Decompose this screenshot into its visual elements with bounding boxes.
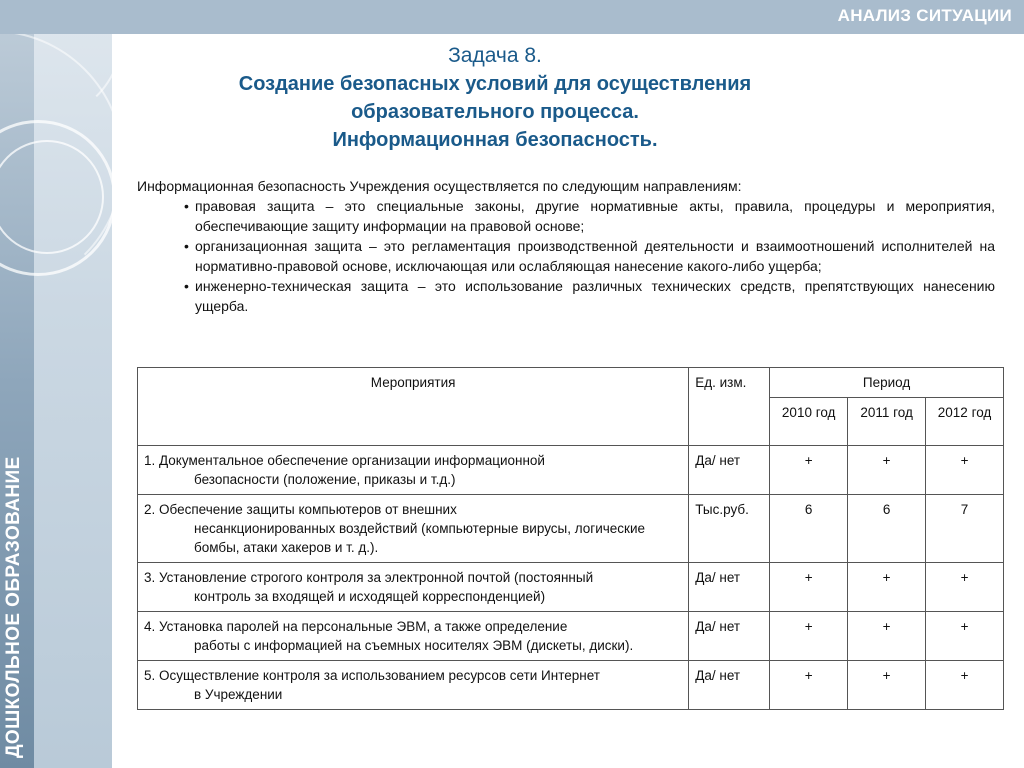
unit-cell: Да/ нет: [689, 563, 770, 612]
event-text: 1. Документальное обеспечение организации информационной: [144, 453, 545, 468]
measures-table: [137, 367, 1004, 710]
top-header-bar: [0, 0, 1024, 34]
table-row: [138, 495, 1004, 563]
value-2012: 7: [926, 495, 1004, 563]
section-title: АНАЛИЗ СИТУАЦИИ: [837, 6, 1012, 25]
event-text-cont: несанкционированных воздействий (компьютерные вирусы, логические бомбы, атаки хакеров и т. д.).: [194, 521, 646, 555]
event-text: 3. Установление строгого контроля за электронной почтой (постоянный: [144, 570, 594, 585]
event-text: 4. Установка паролей на персональные ЭВМ, а также определение: [144, 619, 568, 634]
title-line-2: образовательного процесса.: [351, 101, 639, 123]
event-text: 5. Осуществление контроля за использованием ресурсов сети Интернет: [144, 668, 600, 683]
sidebar-vertical-label: ДОШКОЛЬНОЕ ОБРАЗОВАНИЕ: [3, 456, 24, 758]
unit-cell: Да/ нет: [689, 446, 770, 495]
table-row: [138, 563, 1004, 612]
slide-title: [150, 42, 840, 154]
intro-lead: Информационная безопасность Учреждения осуществляется по следующим направлениям:: [137, 178, 742, 194]
bullet-legal-protection: • правовая защита – это специальные законы, другие нормативные акты, правила, процедуры и мероприятия, обеспечивающие защиту информации на правовой основе;: [184, 196, 995, 236]
header-events: Мероприятия: [138, 368, 689, 446]
header-period: Период: [770, 368, 1004, 398]
event-cell: [138, 563, 689, 612]
task-number: Задача 8.: [448, 44, 542, 67]
header-year-2012: 2012 год: [926, 398, 1004, 446]
value-2012: +: [926, 661, 1004, 710]
bullet-organizational-protection: • организационная защита – это регламентация производственной деятельности и взаимоотношений исполнителей на нормативно-правовой основе, исключающая или ослабляющая нанесение какого-либо ущерба;: [184, 236, 995, 276]
value-2011: +: [848, 661, 926, 710]
intro-bullet-list: [137, 196, 995, 316]
header-unit: Ед. изм.: [689, 368, 770, 446]
title-line-3: Информационная безопасность.: [332, 129, 658, 151]
event-cell: [138, 661, 689, 710]
value-2010: +: [770, 612, 848, 661]
event-text-cont: контроль за входящей и исходящей корреспонденцией): [194, 589, 546, 604]
title-line-1: Создание безопасных условий для осуществления: [238, 73, 752, 95]
event-text: 2. Обеспечение защиты компьютеров от внешних: [144, 502, 457, 517]
table-header-row: [138, 368, 1004, 398]
table-row: [138, 661, 1004, 710]
value-2011: +: [848, 446, 926, 495]
intro-text: [137, 176, 995, 316]
value-2010: +: [770, 563, 848, 612]
table-row: [138, 446, 1004, 495]
value-2010: +: [770, 661, 848, 710]
value-2012: +: [926, 563, 1004, 612]
unit-cell: Да/ нет: [689, 612, 770, 661]
table-row: [138, 612, 1004, 661]
bullet-technical-protection: • инженерно-техническая защита – это использование различных технических средств, препятствующих нанесению ущерба.: [184, 276, 995, 316]
value-2011: 6: [848, 495, 926, 563]
unit-cell: Тыс.руб.: [689, 495, 770, 563]
event-cell: [138, 612, 689, 661]
value-2010: +: [770, 446, 848, 495]
value-2011: +: [848, 612, 926, 661]
event-cell: [138, 495, 689, 563]
value-2011: +: [848, 563, 926, 612]
event-text-cont: в Учреждении: [194, 687, 283, 702]
event-text-cont: безопасности (положение, приказы и т.д.): [194, 472, 456, 487]
unit-cell: Да/ нет: [689, 661, 770, 710]
value-2012: +: [926, 446, 1004, 495]
header-year-2011: 2011 год: [848, 398, 926, 446]
event-text-cont: работы с информацией на съемных носителях ЭВМ (дискеты, диски).: [194, 638, 634, 653]
event-cell: [138, 446, 689, 495]
header-year-2010: 2010 год: [770, 398, 848, 446]
value-2010: 6: [770, 495, 848, 563]
value-2012: +: [926, 612, 1004, 661]
